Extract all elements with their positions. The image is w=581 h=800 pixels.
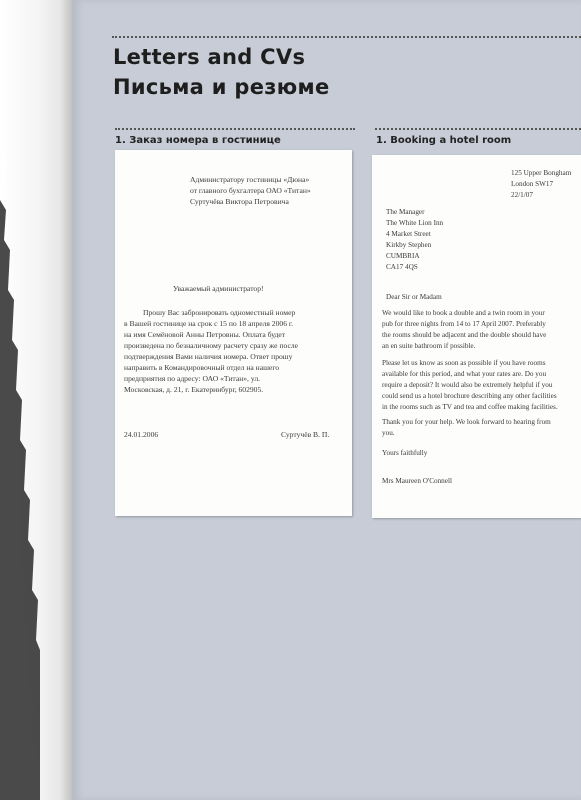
section-title-ru: 1. Заказ номера в гостинице xyxy=(115,135,281,146)
letter-date: 22/1/07 xyxy=(511,191,533,199)
recipient-address-line: The Manager xyxy=(386,208,425,216)
page-title-en: Letters and CVs xyxy=(113,45,306,69)
top-dotted-rule xyxy=(112,36,581,38)
body-line: Thank you for your help. We look forward to hearing from xyxy=(382,418,551,426)
addressee-line: Суртучёва Виктора Петровича xyxy=(190,197,289,206)
body-line: the rooms should be adjacent and the double should have xyxy=(382,331,547,339)
body-line: на имя Семёновой Анны Петровны. Оплата будет xyxy=(124,330,286,339)
body-line: в Вашей гостинице на срок с 15 по 18 апреля 2006 г. xyxy=(124,319,294,328)
body-line: available for this period, and what your rates are. Do you xyxy=(382,370,547,378)
recipient-address-line: The White Lion Inn xyxy=(386,219,444,227)
greeting: Dear Sir or Madam xyxy=(386,293,442,301)
body-line: pub for three nights from 14 to 17 April 2007. Preferably xyxy=(382,320,546,328)
addressee-line: от главного бухгалтера ОАО «Титан» xyxy=(190,186,311,195)
body-line: an en suite bathroom if possible. xyxy=(382,342,476,350)
book-binding-edge xyxy=(0,0,40,800)
sender-address-line: 125 Upper Bongham xyxy=(511,169,572,177)
section-title-en: 1. Booking a hotel room xyxy=(376,135,512,146)
letter-english xyxy=(372,155,581,518)
recipient-address-line: CA17 4QS xyxy=(386,263,418,271)
body-line: require a deposit? It would also be extremely helpful if you xyxy=(382,381,553,389)
sender-address-line: London SW17 xyxy=(511,180,554,188)
section-rule-en xyxy=(375,128,581,130)
body-line: предприятия по адресу: ОАО «Титан», ул. xyxy=(124,374,261,383)
signature: Mrs Maureen O'Connell xyxy=(382,477,452,485)
page-title-ru: Письма и резюме xyxy=(113,75,330,99)
body-line: подтверждения Вами наличия номера. Ответ прошу xyxy=(124,352,293,361)
letter-russian xyxy=(115,150,352,516)
body-line: could send us a hotel brochure describing any other facilities xyxy=(382,392,557,400)
greeting: Уважаемый администратор! xyxy=(173,284,264,293)
body-line: in the rooms such as TV and tea and coffee making facilities. xyxy=(382,403,558,411)
section-rule-ru xyxy=(115,128,355,130)
body-line: Please let us know as soon as possible if you have rooms xyxy=(382,359,546,367)
recipient-address-line: CUMBRIA xyxy=(386,252,420,260)
signature: Суртучёв В. П. xyxy=(281,430,330,439)
body-line: Московская, д. 21, г. Екатеринбург, 602905. xyxy=(124,385,264,394)
body-line: произведена по безналичному расчету сразу же после xyxy=(124,341,299,350)
letter-date: 24.01.2006 xyxy=(124,430,159,439)
body-line: We would like to book a double and a twin room in your xyxy=(382,309,545,317)
body-line: Прошу Вас забронировать одноместный номер xyxy=(143,308,296,317)
body-line: направить в Командировочный отдел на нашего xyxy=(124,363,280,372)
closing: Yours faithfully xyxy=(382,449,428,457)
body-line: you. xyxy=(382,429,395,437)
addressee-line: Администратору гостиницы «Дюна» xyxy=(190,175,310,184)
recipient-address-line: 4 Market Street xyxy=(386,230,431,238)
recipient-address-line: Kirkby Stephen xyxy=(386,241,432,249)
